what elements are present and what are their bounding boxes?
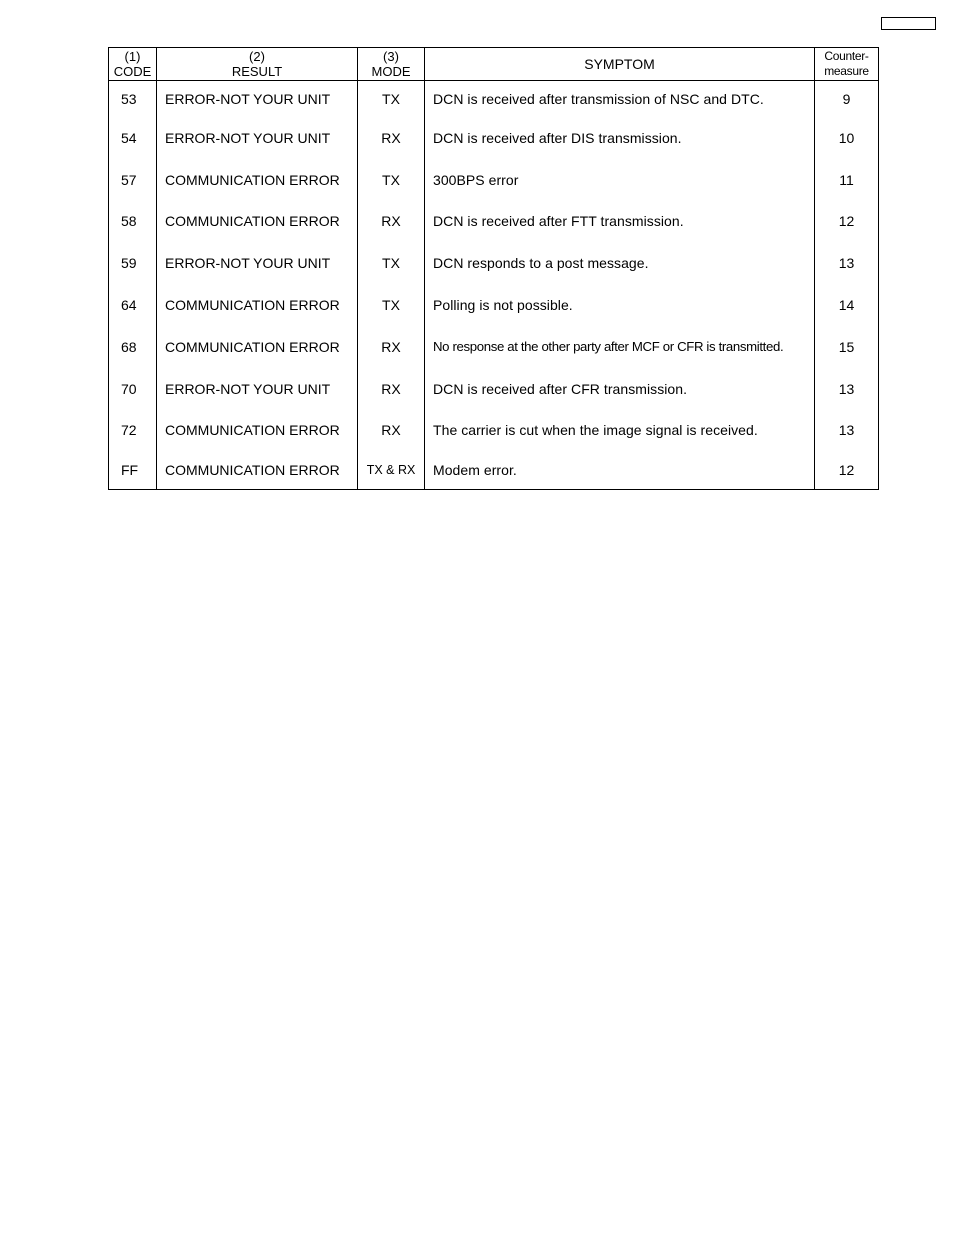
cell-code: 64 — [109, 284, 157, 326]
cell-code: 53 — [109, 81, 157, 118]
cell-mode: TX — [358, 81, 425, 118]
table-row — [109, 201, 879, 243]
header-code-number: (1) — [124, 49, 141, 64]
cell-symptom: DCN is received after transmission of NSC and DTC. — [425, 81, 815, 118]
cell-symptom: Polling is not possible. — [425, 284, 815, 326]
cell-countermeasure: 13 — [815, 242, 879, 284]
cell-code: 57 — [109, 159, 157, 201]
table-row — [109, 242, 879, 284]
cell-result: ERROR-NOT YOUR UNIT — [157, 368, 358, 410]
cell-result: COMMUNICATION ERROR — [157, 410, 358, 452]
cell-mode: RX — [358, 326, 425, 368]
table-header-row — [109, 48, 879, 81]
header-countermeasure — [815, 48, 879, 81]
cell-symptom: The carrier is cut when the image signal is received. — [425, 410, 815, 452]
cell-countermeasure: 12 — [815, 451, 879, 490]
cell-countermeasure: 13 — [815, 410, 879, 452]
cell-result: ERROR-NOT YOUR UNIT — [157, 242, 358, 284]
cell-code: FF — [109, 451, 157, 490]
cell-code: 59 — [109, 242, 157, 284]
cell-code: 54 — [109, 117, 157, 159]
cell-mode: TX — [358, 159, 425, 201]
cell-mode: TX — [358, 284, 425, 326]
cell-result: ERROR-NOT YOUR UNIT — [157, 117, 358, 159]
error-code-table — [108, 47, 879, 490]
cell-mode: RX — [358, 368, 425, 410]
cell-countermeasure: 14 — [815, 284, 879, 326]
table-row — [109, 410, 879, 452]
cell-symptom: No response at the other party after MCF or CFR is transmitted. — [425, 326, 815, 368]
table-row — [109, 451, 879, 490]
table-row — [109, 368, 879, 410]
table-row — [109, 81, 879, 118]
cell-countermeasure: 15 — [815, 326, 879, 368]
cell-symptom: DCN is received after CFR transmission. — [425, 368, 815, 410]
cell-code: 68 — [109, 326, 157, 368]
table-row — [109, 159, 879, 201]
cell-symptom: Modem error. — [425, 451, 815, 490]
header-mode — [358, 48, 425, 81]
cell-result: COMMUNICATION ERROR — [157, 451, 358, 490]
cell-countermeasure: 12 — [815, 201, 879, 243]
header-symptom: SYMPTOM — [425, 48, 815, 81]
cell-result: COMMUNICATION ERROR — [157, 159, 358, 201]
cell-mode: RX — [358, 117, 425, 159]
table-row — [109, 326, 879, 368]
cell-countermeasure: 11 — [815, 159, 879, 201]
cell-mode: TX — [358, 242, 425, 284]
cell-countermeasure: 10 — [815, 117, 879, 159]
cell-result: COMMUNICATION ERROR — [157, 284, 358, 326]
header-code — [109, 48, 157, 81]
header-mode-number: (3) — [383, 49, 399, 64]
cell-result: COMMUNICATION ERROR — [157, 326, 358, 368]
cell-mode: TX & RX — [358, 451, 425, 490]
cell-mode: RX — [358, 410, 425, 452]
table-row — [109, 284, 879, 326]
cell-code: 72 — [109, 410, 157, 452]
cell-symptom: DCN is received after DIS transmission. — [425, 117, 815, 159]
cell-result: COMMUNICATION ERROR — [157, 201, 358, 243]
cell-code: 70 — [109, 368, 157, 410]
header-result-label: RESULT — [231, 64, 283, 79]
cell-symptom: DCN is received after FTT transmission. — [425, 201, 815, 243]
header-countermeasure-line2: measure — [824, 64, 869, 78]
header-mode-label: MODE — [371, 64, 411, 79]
cell-mode: RX — [358, 201, 425, 243]
header-result — [157, 48, 358, 81]
cell-symptom: DCN responds to a post message. — [425, 242, 815, 284]
table-row — [109, 117, 879, 159]
cell-symptom: 300BPS error — [425, 159, 815, 201]
header-result-number: (2) — [249, 49, 265, 64]
cell-countermeasure: 13 — [815, 368, 879, 410]
cell-countermeasure: 9 — [815, 81, 879, 118]
page-reference-box — [881, 17, 936, 30]
cell-code: 58 — [109, 201, 157, 243]
cell-result: ERROR-NOT YOUR UNIT — [157, 81, 358, 118]
header-countermeasure-line1: Counter- — [824, 49, 869, 63]
header-code-label: CODE — [113, 64, 152, 79]
